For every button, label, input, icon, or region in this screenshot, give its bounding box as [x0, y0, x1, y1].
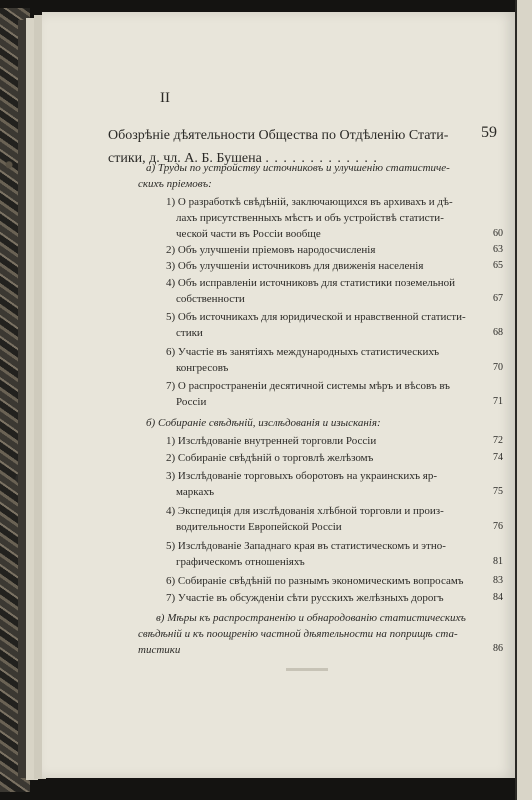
toc-item-continued: собственности [176, 293, 245, 305]
toc-item-continued: стики [176, 327, 203, 339]
toc-page-number: 84 [493, 592, 503, 603]
heading-page-number: 59 [481, 124, 497, 141]
toc-page-number: 72 [493, 435, 503, 446]
heading-line-1: Обозрѣніе дѣятельности Общества по Отдѣленію Стати- [108, 128, 449, 143]
toc-page-number: 67 [493, 293, 503, 304]
toc-page-number: 83 [493, 575, 503, 586]
toc-page-number: 74 [493, 452, 503, 463]
toc-page-number: 86 [493, 643, 503, 654]
toc-item-continued: конгресовъ [176, 362, 229, 374]
toc-item: 3) Объ улучшеніи источниковъ для движенія населенія [166, 260, 424, 272]
toc-item-continued: Россіи [176, 396, 207, 408]
section-c-title-3: тистики [138, 644, 181, 656]
toc-item: 2) Объ улучшеніи пріемовъ народосчисленія [166, 244, 376, 256]
toc-page-number: 65 [493, 260, 503, 271]
toc-page-number: 60 [493, 228, 503, 239]
toc-item: 4) Экспедиція для изслѣдованія хлѣбной торговли и произ- [166, 505, 444, 517]
faded-ornament [286, 668, 328, 671]
toc-page-number: 81 [493, 556, 503, 567]
toc-item-continued: лахъ присутственныхъ мѣстъ и объ устройствѣ статисти- [176, 212, 444, 224]
section-a-title-2: скихъ пріемовъ: [138, 178, 212, 190]
toc-page-number: 76 [493, 521, 503, 532]
toc-item: 5) Объ источникахъ для юридической и нравственной статисти- [166, 311, 466, 323]
toc-item: 6) Участіе въ занятіяхъ международныхъ статистическихъ [166, 346, 440, 358]
toc-item: 4) Объ исправленіи источниковъ для статистики поземельной [166, 277, 456, 289]
toc-page-number: 63 [493, 244, 503, 255]
toc-item: 3) Изслѣдованіе торговыхъ оборотовъ на украинскихъ яр- [166, 470, 437, 482]
toc-item: 1) Изслѣдованіе внутренней торговли Россіи [166, 435, 377, 447]
heading-line-2: стики, д. чл. А. Б. Бушена . . . . . . . . . . . . . [108, 151, 378, 166]
toc-item: 1) О разработкѣ свѣдѣній, заключающихся въ архивахъ и дѣ- [166, 196, 453, 208]
toc-item-continued: водительности Европейской Россіи [176, 521, 342, 533]
toc-item: 2) Собираніе свѣдѣній о торговлѣ желѣзомъ [166, 452, 374, 464]
section-c-title-1: в) Мѣры къ распространенію и обнародованію статистическихъ [156, 612, 466, 624]
toc-item-continued: ческой части въ Россіи вообще [176, 228, 321, 240]
section-b-title: б) Собираніе свѣдѣній, изслѣдованія и изысканія: [146, 417, 381, 429]
section-c-title-2: свѣдѣній и къ поощренію частной дѣятельности на поприщѣ ста- [138, 628, 458, 640]
toc-page-number: 75 [493, 486, 503, 497]
toc-item-continued: графическомъ отношеніяхъ [176, 556, 305, 568]
roman-numeral: II [160, 90, 170, 106]
toc-item-continued: маркахъ [176, 486, 215, 498]
toc-page-number: 68 [493, 327, 503, 338]
toc-item: 5) Изслѣдованіе Западнаго края въ статистическомъ и этно- [166, 540, 446, 552]
toc-page-number: 70 [493, 362, 503, 373]
toc-item: 6) Собираніе свѣдѣній по разнымъ экономическимъ вопросамъ [166, 575, 464, 587]
toc-item: 7) О распространеніи десятичной системы мѣръ и вѣсовъ въ [166, 380, 450, 392]
section-a-title-1: а) Труды по устройству источниковъ и улучшенію статистиче- [146, 162, 450, 174]
adjacent-page [515, 0, 532, 800]
toc-page-number: 71 [493, 396, 503, 407]
toc-item: 7) Участіе въ обсужденіи сѣти русскихъ желѣзныхъ дорогъ [166, 592, 444, 604]
